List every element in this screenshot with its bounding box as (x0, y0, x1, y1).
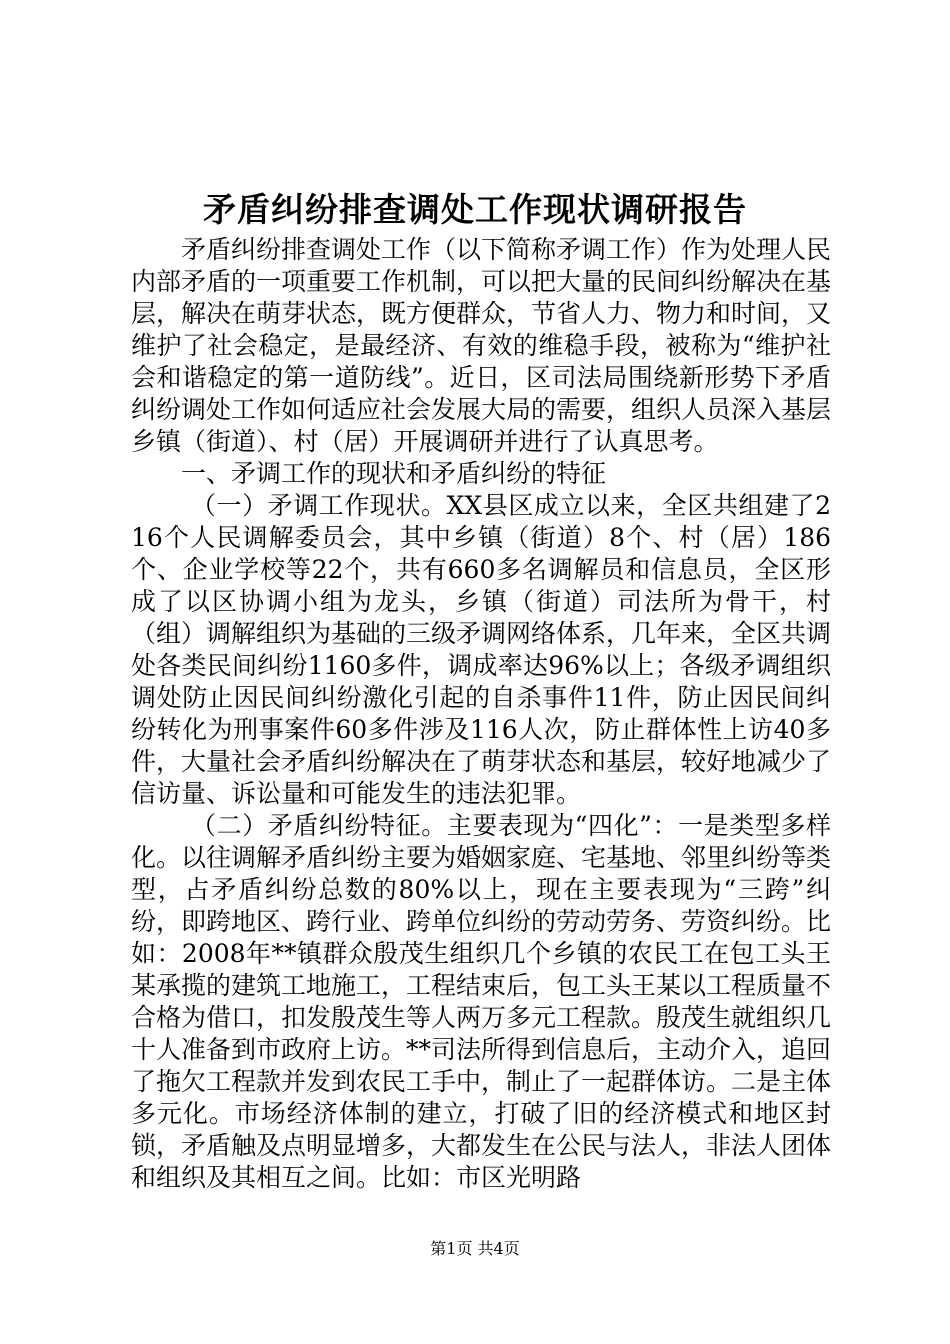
subsection-dispute-features-paragraph: （二）矛盾纠纷特征。主要表现为“四化”：一是类型多样化。以往调解矛盾纠纷主要为婚姻家庭、宅基地、邻里纠纷等类型，占矛盾纠纷总数的80%以上，现在主要表现为“三跨”纠纷，即跨地区、跨行业、跨单位纠纷的劳动劳务、劳资纠纷。比如：2008年**镇群众殷茂生组织几个乡镇的农民工在包工头王某承揽的建筑工地施工，工程结束后，包工头王某以工程质量不合格为借口，扣发殷茂生等人两万多元工程款。殷茂生就组织几十人准备到市政府上访。**司法所得到信息后，主动介入，追回了拖欠工程款并发到农民工手中，制止了一起群体访。二是主体多元化。市场经济体制的建立，打破了旧的经济模式和地区封锁，矛盾触及点明显增多，大都发生在公民与法人，非法人团体和组织及其相互之间。比如：市区光明路 (131, 811, 832, 1192)
section-heading: 一、矛调工作的现状和矛盾纠纷的特征 (181, 459, 607, 488)
intro-paragraph: 矛盾纠纷排查调处工作（以下简称矛调工作）作为处理人民内部矛盾的一项重要工作机制，可以把大量的民间纠纷解决在基层，解决在萌芽状态，既方便群众，节省人力、物力和时间，又维护了社会稳定，是最经济、有效的维稳手段，被称为“维护社会和谐稳定的第一道防线”。近日，区司法局围绕新形势下矛盾纠纷调处工作如何适应社会发展大局的需要，组织人员深入基层乡镇（街道）、村（居）开展调研并进行了认真思考。 (131, 235, 832, 456)
page-number-footer: 第1页 共4页 (430, 1239, 520, 1258)
document-body (131, 234, 831, 1194)
document-title: 矛盾纠纷排查调处工作现状调研报告 (203, 190, 747, 229)
subsection-current-status-paragraph: （一）矛调工作现状。XX县区成立以来，全区共组建了216个人民调解委员会，其中乡镇（街道）8个、村（居）186个、企业学校等22个，共有660多名调解员和信息员，全区形成了以区协调小组为龙头，乡镇（街道）司法所为骨干，村（组）调解组织为基础的三级矛调网络体系，几年来，全区共调处各类民间纠纷1160多件，调成率达96%以上；各级矛调组织调处防止因民间纠纷激化引起的自杀事件11件，防止因民间纠纷转化为刑事案件60多件涉及116人次，防止群体性上访40多件，大量社会矛盾纠纷解决在了萌芽状态和基层，较好地减少了信访量、诉讼量和可能发生的违法犯罪。 (131, 491, 832, 808)
